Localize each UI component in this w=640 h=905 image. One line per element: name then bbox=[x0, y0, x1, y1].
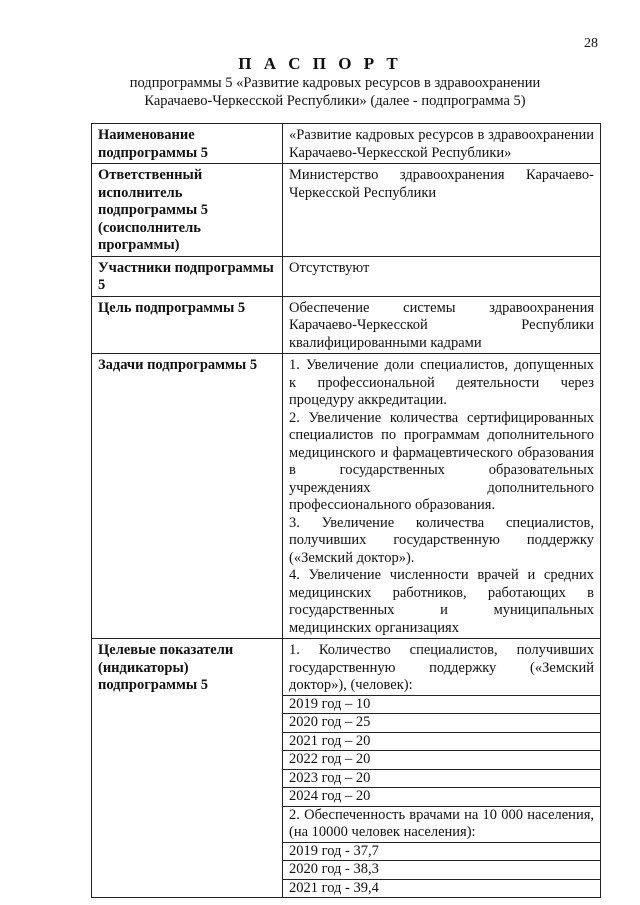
indicator-item: 2024 год – 20 bbox=[283, 788, 600, 807]
row-label: Участники подпрограммы 5 bbox=[92, 256, 283, 296]
indicator-item: 2019 год - 37,7 bbox=[283, 843, 600, 862]
table-row bbox=[92, 256, 601, 296]
table-row bbox=[92, 354, 601, 639]
row-value: «Развитие кадровых ресурсов в здравоохранении Карачаево-Черкесской Республики» bbox=[283, 124, 601, 164]
row-value: Обеспечение системы здравоохранения Карачаево-Черкесской Республики квалифицированными кадрами bbox=[283, 296, 601, 354]
page-number: 28 bbox=[584, 36, 598, 51]
passport-table bbox=[91, 123, 601, 898]
row-label: Задачи подпрограммы 5 bbox=[92, 354, 283, 639]
task-item: 3. Увеличение количества специалистов, получивших государственную поддержку («Земский доктор»). bbox=[289, 514, 594, 566]
table-row bbox=[92, 164, 601, 257]
task-item: 4. Увеличение численности врачей и средних медицинских работников, работающих в государственных и муниципальных медицинских организациях bbox=[289, 567, 594, 636]
indicator-item: 2020 год - 38,3 bbox=[283, 861, 600, 880]
indicator-item: 2019 год – 10 bbox=[283, 696, 600, 715]
indicator-item: 1. Количество специалистов, получивших государственную поддержку («Земский доктор»), (человек): bbox=[283, 642, 600, 696]
indicator-item: 2023 год – 20 bbox=[283, 770, 600, 789]
indicator-item: 2020 год – 25 bbox=[283, 714, 600, 733]
table-row bbox=[92, 639, 601, 898]
tasks-list bbox=[283, 354, 601, 639]
indicator-item: 2021 год – 20 bbox=[283, 733, 600, 752]
row-label: Целевые показатели (индикаторы) подпрограммы 5 bbox=[92, 639, 283, 898]
indicator-item: 2021 год - 39,4 bbox=[289, 879, 379, 896]
table-row bbox=[92, 296, 601, 354]
indicators-list bbox=[283, 639, 601, 898]
document-title: П А С П О Р Т bbox=[238, 54, 402, 73]
row-label: Ответственный исполнитель подпрограммы 5 (соисполнитель программы) bbox=[92, 164, 283, 257]
indicator-item: 2. Обеспеченность врачами на 10 000 населения, (на 10000 человек населения): bbox=[283, 807, 600, 843]
row-label: Цель подпрограммы 5 bbox=[92, 296, 283, 354]
table-row bbox=[92, 124, 601, 164]
row-value: Министерство здравоохранения Карачаево-Черкесской Республики bbox=[283, 164, 601, 257]
task-item: 1. Увеличение доли специалистов, допущенных к профессиональной деятельности через процедуру аккредитации. bbox=[289, 357, 594, 408]
row-label: Наименование подпрограммы 5 bbox=[92, 124, 283, 164]
indicator-item: 2022 год – 20 bbox=[283, 751, 600, 770]
row-value: Отсутствуют bbox=[283, 256, 601, 296]
document-subtitle: подпрограммы 5 «Развитие кадровых ресурсов в здравоохранении Карачаево-Черкесской Республики» (далее - подпрограмма 5) bbox=[129, 75, 541, 109]
task-item: 2. Увеличение количества сертифицированных специалистов по программам дополнительного медицинского и фармацевтического образования в государственных образовательных учреждениях дополнительного профессионального образования. bbox=[289, 409, 594, 513]
